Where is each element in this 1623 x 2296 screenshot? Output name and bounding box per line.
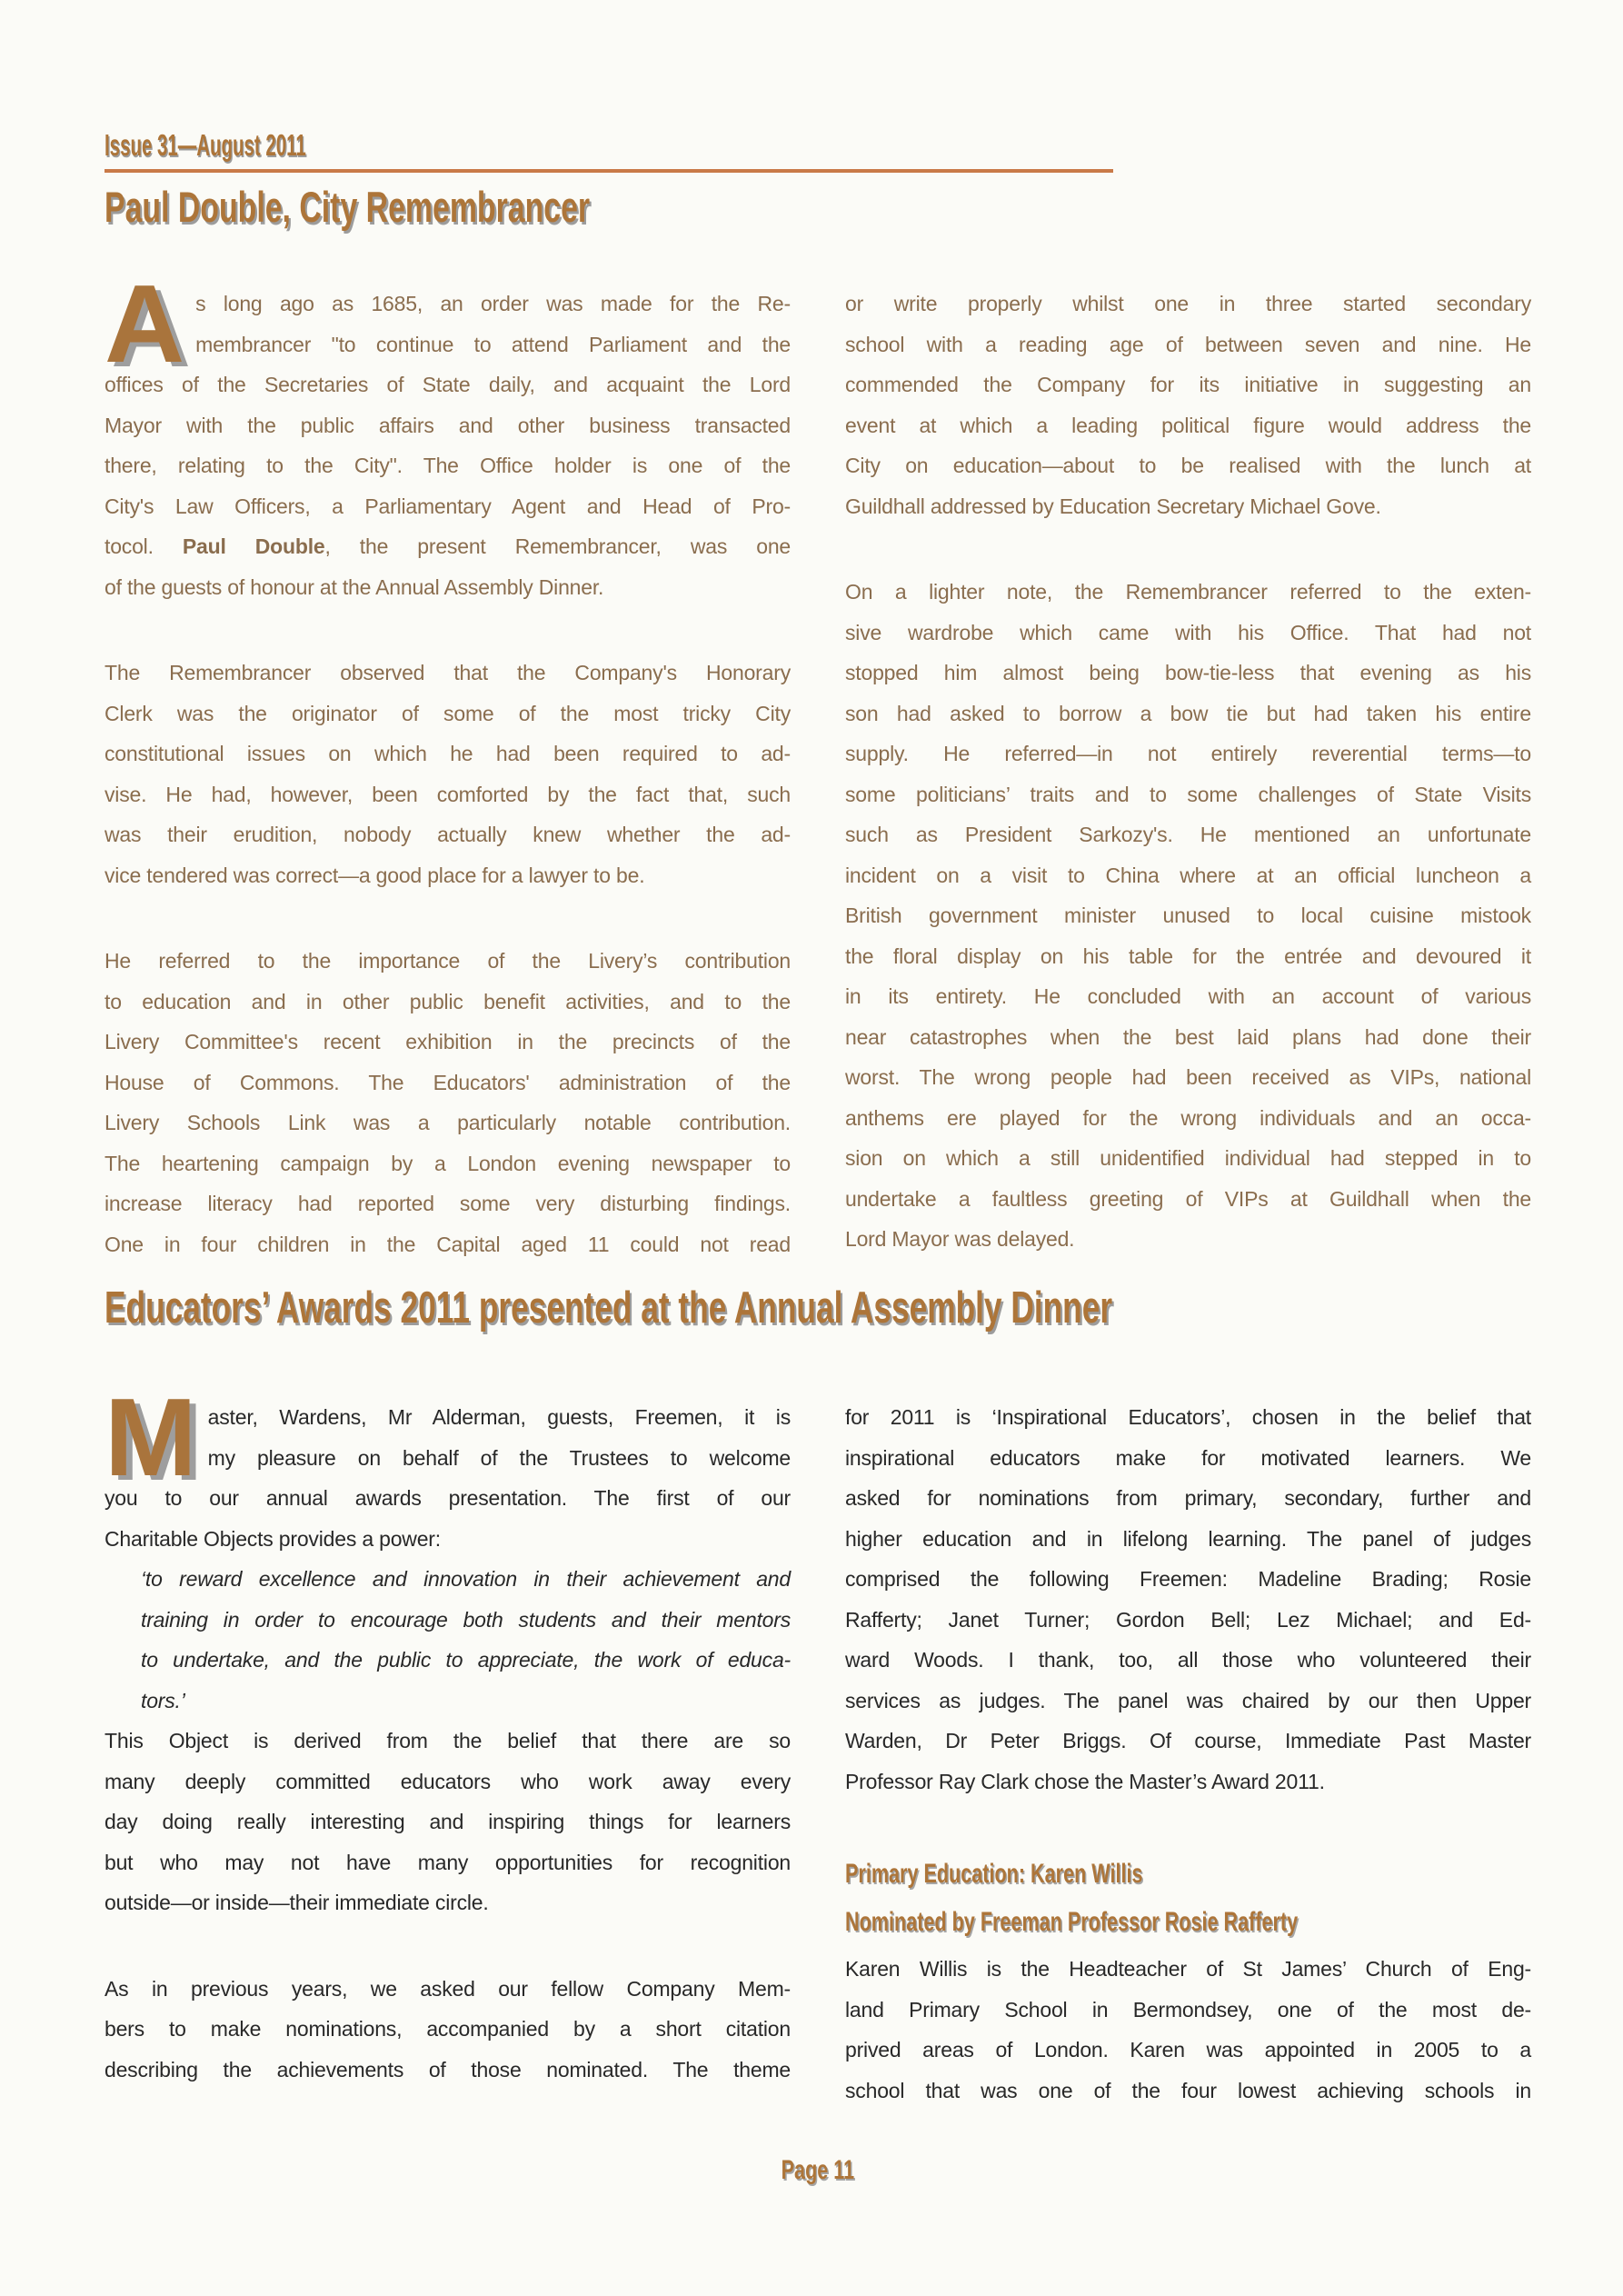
award-category-heading xyxy=(845,1901,1531,1949)
text-line: bers to make nominations, accompanied by a short citation xyxy=(105,2017,791,2041)
text-line: Professor Ray Clark chose the Master’s Award 2011. xyxy=(845,1769,1325,1793)
text-line: son had asked to borrow a bow tie but had taken his entire xyxy=(845,701,1531,725)
paragraph xyxy=(845,284,1531,526)
issue-header: Issue 31—August 2011 xyxy=(105,128,306,162)
header-rule xyxy=(105,169,1113,173)
text-line: s long ago as 1685, an order was made for the Re- xyxy=(195,292,791,315)
page-number: Page 11 xyxy=(781,2155,855,2185)
award-category-heading xyxy=(845,1852,1531,1901)
text-line: higher education and in lifelong learning. The panel of judges xyxy=(845,1526,1531,1551)
article1-title-row xyxy=(105,182,1531,244)
text-line: aster, Wardens, Mr Alderman, guests, Freemen, it is xyxy=(207,1405,791,1429)
text-line: prived areas of London. Karen was appointed in 2005 to a xyxy=(845,2038,1531,2061)
text-line: to undertake, and the public to appreciate, the work of educa- xyxy=(141,1648,791,1672)
text-line: my pleasure on behalf of the Trustees to welcome xyxy=(207,1445,791,1470)
paragraph xyxy=(105,1969,791,2091)
text-line: increase literacy had reported some very disturbing findings. xyxy=(105,1192,791,1215)
text-line: Lord Mayor was delayed. xyxy=(845,1227,1075,1251)
paragraph xyxy=(845,1949,1531,2111)
block-quote xyxy=(105,1559,791,1721)
text-line: sive wardrobe which came with his Office. That had not xyxy=(845,620,1531,644)
article2-title: Educators’ Awards 2011 presented at the Annual Assembly Dinner xyxy=(105,1283,1113,1333)
text-line: City's Law Officers, a Parliamentary Agent and Head of Pro- xyxy=(105,494,791,518)
article1-left-column xyxy=(105,262,792,1264)
text-line: sion on which a still unidentified individual had stepped in to xyxy=(845,1146,1531,1170)
text-line: incident on a visit to China where at an official luncheon a xyxy=(845,863,1531,887)
text-line: you to our annual awards presentation. The first of our xyxy=(105,1486,791,1510)
text-line: One in four children in the Capital aged 11 could not read xyxy=(105,1232,791,1256)
text-line: anthems ere played for the wrong individuals and an occa- xyxy=(845,1105,1531,1130)
paragraph xyxy=(845,1397,1531,1802)
text-line: Warden, Dr Peter Briggs. Of course, Immediate Past Master xyxy=(845,1729,1531,1752)
text-line: services as judges. The panel was chaired by our then Upper xyxy=(845,1688,1531,1712)
text-line: ‘to reward excellence and innovation in their achievement and xyxy=(141,1567,791,1591)
article1-title: Paul Double, City Remembrancer xyxy=(105,183,591,231)
page-footer xyxy=(105,2154,1531,2191)
text-line: land Primary School in Bermondsey, one of the most de- xyxy=(845,1997,1531,2021)
text-line: tocol. Paul Double, the present Remembrancer, was one xyxy=(105,534,792,558)
text-line: He referred to the importance of the Livery’s contribution xyxy=(105,949,791,973)
text-line: near catastrophes when the best laid plans had done their xyxy=(845,1024,1531,1049)
text-line: Guildhall addressed by Education Secretary Michael Gove. xyxy=(845,494,1381,518)
text-line: This Object is derived from the belief that there are so xyxy=(105,1729,791,1752)
text-line: commended the Company for its initiative in suggesting an xyxy=(845,373,1531,396)
text-line: or write properly whilst one in three started secondary xyxy=(845,292,1531,315)
article2-left-column xyxy=(105,1375,791,2111)
paragraph xyxy=(845,572,1531,1260)
article2-columns xyxy=(105,1375,1531,2111)
text-line: in its entirety. He concluded with an account of various xyxy=(845,984,1531,1008)
text-line: constitutional issues on which he had been required to ad- xyxy=(105,742,791,765)
text-line: tors.’ xyxy=(141,1688,185,1712)
text-line: comprised the following Freemen: Madeline Brading; Rosie xyxy=(845,1567,1531,1591)
text-line: The heartening campaign by a London evening newspaper to xyxy=(105,1151,791,1175)
text-line: stopped him almost being bow-tie-less that evening as his xyxy=(845,661,1531,684)
text-line: Livery Schools Link was a particularly notable contribution. xyxy=(105,1111,791,1134)
text-line: but who may not have many opportunities for recognition xyxy=(105,1850,791,1874)
text-line: House of Commons. The Educators' administration of the xyxy=(105,1070,791,1094)
text-line: asked for nominations from primary, secondary, further and xyxy=(845,1486,1531,1510)
text-line: there, relating to the City". The Office holder is one of the xyxy=(105,454,791,477)
text-line: the floral display on his table for the entrée and devoured it xyxy=(845,943,1531,968)
text-line: school with a reading age of between seven and nine. He xyxy=(845,332,1531,356)
text-line: City on education—about to be realised with the lunch at xyxy=(845,454,1531,477)
text-line: undertake a faultless greeting of VIPs at Guildhall when the xyxy=(845,1186,1531,1211)
text-line: supply. He referred—in not entirely reverential terms—to xyxy=(845,742,1531,765)
text-line: inspirational educators make for motivated learners. We xyxy=(845,1445,1531,1470)
text-line: ward Woods. I thank, too, all those who volunteered their xyxy=(845,1648,1531,1672)
text-line: membrancer "to continue to attend Parliament and the xyxy=(195,332,791,356)
text-line: Karen Willis is the Headteacher of St James’ Church of Eng- xyxy=(845,1957,1531,1981)
text-line: day doing really interesting and inspiring things for learners xyxy=(105,1810,791,1833)
paragraph xyxy=(105,262,792,607)
drop-cap: A xyxy=(105,262,185,385)
text-line: many deeply committed educators who work away every xyxy=(105,1769,791,1793)
text-line: some politicians’ traits and to some challenges of State Visits xyxy=(845,782,1531,806)
paragraph xyxy=(105,1375,791,1559)
drop-cap: M xyxy=(105,1375,197,1499)
text-line: Mayor with the public affairs and other business transacted xyxy=(105,413,791,437)
text-line: worst. The wrong people had been received as VIPs, national xyxy=(845,1065,1531,1089)
text-line: Rafferty; Janet Turner; Gordon Bell; Lez Michael; and Ed- xyxy=(845,1607,1531,1632)
text-line: Clerk was the originator of some of the most tricky City xyxy=(105,701,791,725)
text-line: The Remembrancer observed that the Company's Honorary xyxy=(105,661,791,684)
text-line: such as President Sarkozy's. He mentioned an unfortunate xyxy=(845,823,1531,846)
award-category-heading-text: Nominated by Freeman Professor Rosie Rafferty xyxy=(845,1907,1299,1937)
text-line: Livery Committee's recent exhibition in the precincts of the xyxy=(105,1030,791,1053)
text-line: Charitable Objects provides a power: xyxy=(105,1526,441,1551)
issue-header-row xyxy=(105,129,1531,162)
award-category-heading-text: Primary Education: Karen Willis xyxy=(845,1859,1143,1889)
article1-columns xyxy=(105,262,1531,1264)
text-line: outside—or inside—their immediate circle. xyxy=(105,1891,489,1914)
text-line: offices of the Secretaries of State daily, and acquaint the Lord xyxy=(105,373,791,396)
text-line: school that was one of the four lowest achieving schools in xyxy=(845,2078,1531,2102)
paragraph xyxy=(105,1721,791,1923)
article2-title-row xyxy=(105,1281,1531,1346)
text-line: British government minister unused to local cuisine mistook xyxy=(845,903,1531,927)
text-line: vice tendered was correct—a good place for a lawyer to be. xyxy=(105,863,645,887)
article1-right-column xyxy=(845,284,1531,1264)
text-line: On a lighter note, the Remembrancer referred to the exten- xyxy=(845,580,1531,604)
text-line: vise. He had, however, been comforted by the fact that, such xyxy=(105,782,791,806)
text-line: for 2011 is ‘Inspirational Educators’, chosen in the belief that xyxy=(845,1405,1531,1429)
text-line: training in order to encourage both students and their mentors xyxy=(141,1607,791,1632)
text-line: As in previous years, we asked our fellow Company Mem- xyxy=(105,1976,791,2001)
paragraph xyxy=(105,941,791,1264)
article2-right-column xyxy=(845,1397,1531,2111)
paragraph xyxy=(105,653,791,895)
bold-text: Paul Double xyxy=(182,534,325,558)
text-line: describing the achievements of those nominated. The theme xyxy=(105,2057,791,2081)
text-line: was their erudition, nobody actually knew whether the ad- xyxy=(105,823,791,846)
text-line: event at which a leading political figure would address the xyxy=(845,413,1531,437)
text-line: of the guests of honour at the Annual Assembly Dinner. xyxy=(105,574,604,599)
text-line: to education and in other public benefit activities, and to the xyxy=(105,989,791,1013)
